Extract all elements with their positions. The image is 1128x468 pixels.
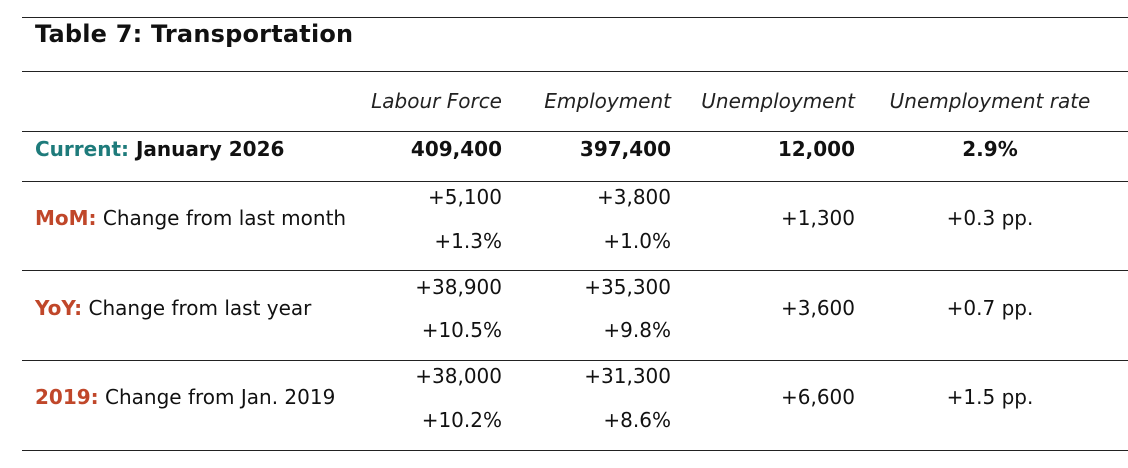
since-2019-labour-force-pct: +10.2% <box>421 408 502 432</box>
mom-rule <box>22 270 1128 271</box>
mom-row-label <box>35 206 346 230</box>
yoy-description: Change from last year <box>88 296 312 320</box>
since-2019-prefix: 2019: <box>35 385 99 409</box>
since-2019-employment-abs: +31,300 <box>584 364 671 388</box>
yoy-rate: +0.7 pp. <box>946 296 1034 320</box>
column-header-unemployment-rate: Unemployment rate <box>889 89 1091 113</box>
mom-employment-pct: +1.0% <box>603 229 671 253</box>
current-labour-force: 409,400 <box>410 137 502 161</box>
mom-employment-abs: +3,800 <box>596 185 671 209</box>
current-row-label <box>35 137 284 161</box>
current-rule <box>22 181 1128 182</box>
current-unemployment: 12,000 <box>777 137 855 161</box>
header-rule <box>22 131 1128 132</box>
since-2019-labour-force-abs: +38,000 <box>415 364 502 388</box>
yoy-labour-force-pct: +10.5% <box>421 318 502 342</box>
yoy-row-label <box>35 296 311 320</box>
current-rate: 2.9% <box>962 137 1018 161</box>
mom-description: Change from last month <box>102 206 347 230</box>
since-2019-rate: +1.5 pp. <box>946 385 1034 409</box>
current-period: January 2026 <box>135 137 285 161</box>
title-rule <box>22 71 1128 72</box>
current-employment: 397,400 <box>579 137 671 161</box>
current-prefix: Current: <box>35 137 130 161</box>
mom-rate: +0.3 pp. <box>946 206 1034 230</box>
yoy-labour-force-abs: +38,900 <box>415 275 502 299</box>
yoy-employment-abs: +35,300 <box>584 275 671 299</box>
since-2019-employment-pct: +8.6% <box>603 408 671 432</box>
yoy-employment-pct: +9.8% <box>603 318 671 342</box>
column-header-employment: Employment <box>544 89 671 113</box>
since-2019-unemployment: +6,600 <box>780 385 855 409</box>
since-2019-row-label <box>35 385 335 409</box>
mom-labour-force-pct: +1.3% <box>434 229 502 253</box>
top-rule <box>22 17 1128 18</box>
column-header-unemployment: Unemployment <box>701 89 855 113</box>
yoy-unemployment: +3,600 <box>780 296 855 320</box>
column-header-labour-force: Labour Force <box>371 89 502 113</box>
mom-prefix: MoM: <box>35 206 97 230</box>
mom-unemployment: +1,300 <box>780 206 855 230</box>
since-2019-description: Change from Jan. 2019 <box>105 385 336 409</box>
yoy-rule <box>22 360 1128 361</box>
yoy-prefix: YoY: <box>35 296 83 320</box>
table-title: Table 7: Transportation <box>35 20 354 48</box>
bottom-rule <box>22 450 1128 451</box>
mom-labour-force-abs: +5,100 <box>427 185 502 209</box>
